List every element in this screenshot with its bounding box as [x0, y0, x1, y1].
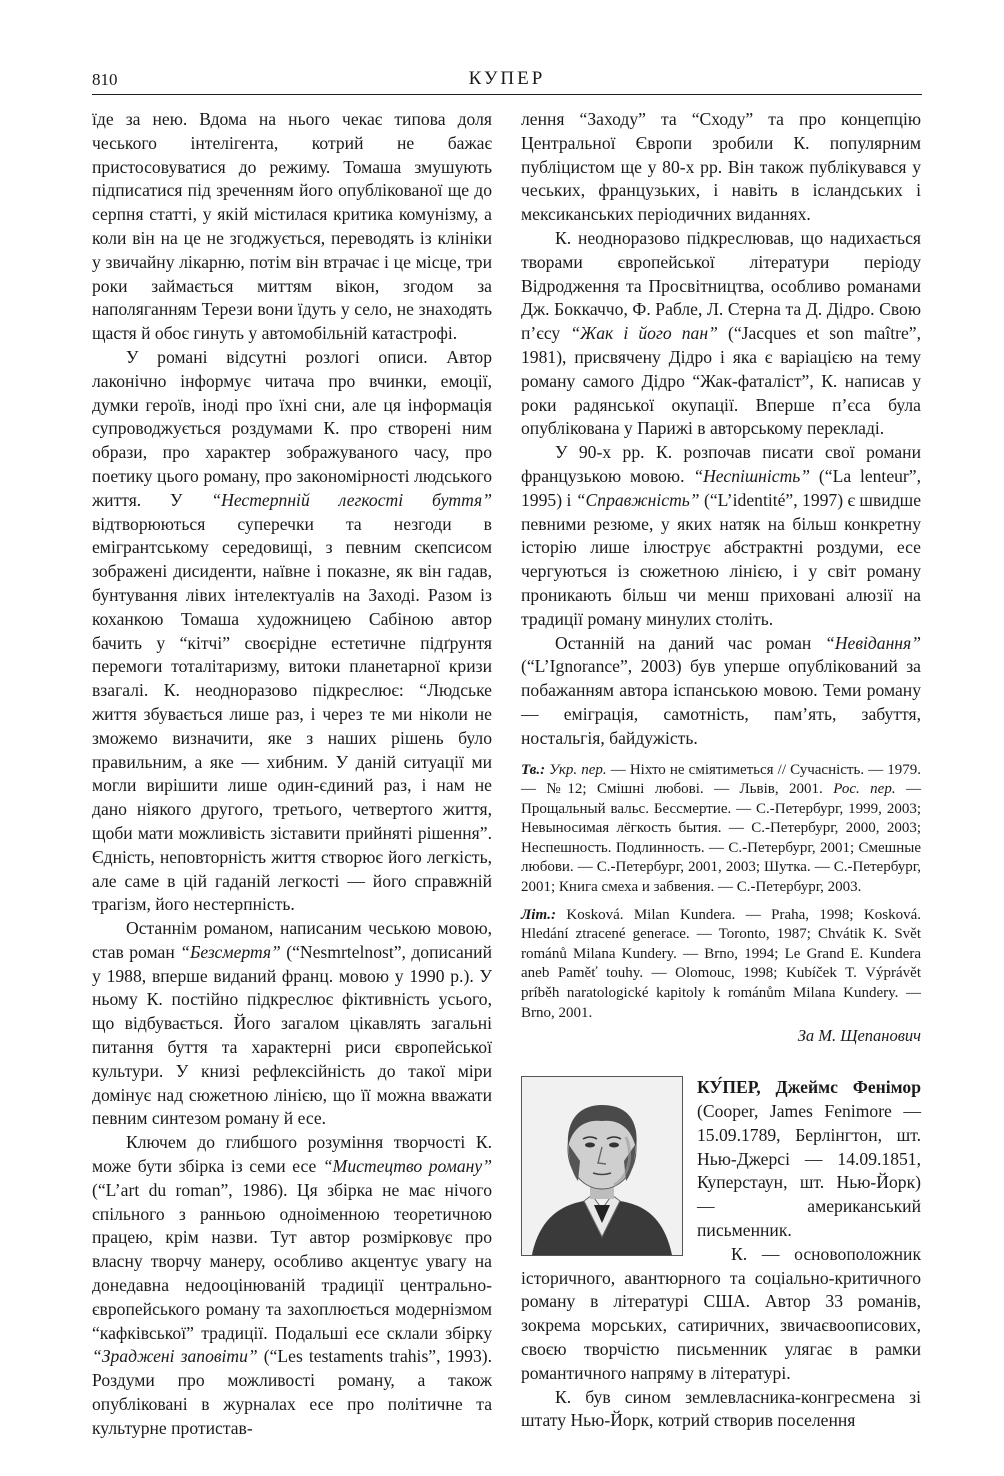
paragraph	[521, 227, 921, 441]
cooper-entry	[521, 1076, 921, 1433]
right-column	[521, 108, 921, 1433]
paragraph: К. був сином землевласника-конгресмена зі штату Нью-Йорк, котрий створив поселення	[521, 1386, 921, 1431]
works-list	[521, 761, 921, 898]
text-run: (“L’art du roman”, 1986). Ця збірка не має нічого спільного з ранньою одноіменною теоретичною працею, крім назви. Тут автор розмірковує про власну творчу манеру, особливо акцентує увагу на донедавна недооцінюваній традиції центрально-європейського роману та захоплюється модернізмом “кафківської” традиції. Подальші есе склали збірку	[92, 1179, 492, 1343]
entry-headword: КУ́ПЕР, Джеймс Фенімор	[697, 1077, 921, 1098]
text-run: У 90-х рр. К. розпочав писати свої романи французькою мовою.	[521, 442, 921, 486]
paragraph: К. — основоположник історичного, авантюрного та соціально-критичного роману в літературі США. Автор 33 романів, зокрема морських, сатиричних, звичаєвоописових, своєю творчістю письменник улягає в рамки романтичного напряму в літературі.	[521, 1243, 921, 1383]
work-title: “Жак і його пан”	[570, 323, 718, 344]
page-number: 810	[92, 70, 118, 89]
text-run: відтворюються суперечки та незгоди в емігрантському середовищі, з певним скепсисом зображені дисиденти, наївне і показне, як він гадав, бунтування лівих інтелектуалів на Заході. Разом із коханкою Томаша художницею Сабіною автор бачить у “кітчі” своєрідне естетичне підґрунтя перемоги тоталітаризму, витоки планетарної кризи взагалі. К. неодноразово підкреслює: “Людське життя збувається лише раз, і через те ми ніколи не зможемо визначити, яке з наших рішень було правильним, а яке — хибним. У даній ситуації ми могли вирішити лише один-єдиний раз, і нам не дано ніякого другого, третього, четвертого життя, щоби мати можливість зіставити прийняті рішення”. Єдність, неповторність життя створює його легкість, але саме в цій гаданій легкості — його справжній трагізм, його нестерпність.	[92, 513, 492, 915]
text-run: (“Les testaments trahis”, 1993). Роздуми про можливості роману, а також опубліковані в журналах есе про політичне та культурне протистав-	[92, 1346, 493, 1438]
work-title: “Неспішність”	[693, 465, 811, 486]
text-run: (Cooper, James Fenimore — 15.09.1789, Берлінгтон, шт. Нью-Джерсі — 14.09.1851, Куперстаун, шт. Нью-Йорк) — американський письменник.	[697, 1101, 921, 1241]
text-run: (“L’Ignorance”, 2003) був уперше опублікований за побажанням автора іспанською мовою. Теми роману — еміграція, самотність, пам’ять, забуття, ностальгія, байдужість.	[521, 656, 921, 748]
author-signature: За М. Щепанович	[797, 1026, 921, 1046]
left-column	[92, 108, 492, 1441]
text-run: (“L’identité”, 1997) є швидше певними резюме, у яких натяк на більш конкретну історію лише ілюструє абстрактні роздуми, есе чергуються із сюжетною лінією, і у світ роману проникають більш чи менш приховані алюзії на традиції роману минулих століть.	[521, 489, 922, 629]
portrait-image	[521, 1076, 683, 1256]
text-run: У романі відсутні розлогі описи. Автор лаконічно інформує читача про вчинки, емоції, думки героїв, іноді про їхні сни, але ця інформація супроводжується роздумами К. про створені ним образи, про характер зображуваного часу, про поетику цього роману, про закономірності людського життя. У	[92, 346, 492, 510]
literature-label: Літ.:	[521, 906, 557, 923]
text-run: (“Nesmrtelnost”, дописаний у 1988, вперше виданий франц. мовою у 1990 р.). У ньому К. постійно підкреслює фіктивність усього, що відбувається. Його загалом цікавлять загальні питання буття та характерні риси європейської культури. У книзі рефлексійність до такої міри домінує над сюжетною лінією, що її можна вважати певним синтезом роману й есе.	[92, 941, 493, 1129]
paragraph: лення “Заходу” та “Сходу” та про концепцію Центральної Європи зробили К. популярним публіцистом ще у 80-х рр. Він також публікувався у чеських, французьких, і навіть в ісландських і мексиканських періодичних виданнях.	[521, 109, 921, 225]
rus-translation-label: Рос. пер.	[833, 781, 896, 798]
text-run: Останнім романом, написаним чеською мовою, став роман	[92, 918, 492, 962]
running-title: КУПЕР	[468, 68, 546, 89]
work-title: “Справжність”	[575, 489, 700, 510]
work-title: “Зраджені заповіти”	[92, 1346, 258, 1367]
paragraph	[92, 1131, 492, 1440]
text-run: — Ніхто не сміятиметься // Сучасність. — 1979. — №12; Смішні любові. — Львів, 2001.	[521, 761, 921, 798]
page-header	[92, 66, 922, 96]
works-label: Тв.:	[521, 761, 546, 778]
work-title: “Мистецтво роману”	[322, 1156, 492, 1177]
text-run: Ключем до глибшого розуміння творчості К. може бути збірка із семи есе	[92, 1132, 492, 1177]
work-title: “Нестерпній легкості буття”	[211, 489, 492, 510]
text-run: — Прощальный вальс. Бессмертие. — С.-Петербург, 1999, 2003; Невыносимая лёгкость бытия. — С.-Петербург, 2000, 2003; Неспешность. Подлинность. — С.-Петербург, 2001; Смешные любови. — С.-Петербург, 2001, 2003; Шутка. — С.-Петербург, 2001; Книга смеха и забвения. — С.-Петербург, 2003.	[521, 781, 922, 896]
work-title: “Невідання”	[825, 632, 921, 653]
paragraph	[521, 632, 921, 751]
text-run: К. неодноразово підкреслював, що надихається творами європейської літератури періоду Відродження та Просвітництва, особливо романами Дж. Боккаччо, Ф. Рабле, Л. Стерна та Д. Дідро. Свою п’єсу	[521, 227, 921, 344]
portrait-engraving	[522, 1077, 682, 1255]
text-run: Останній на даний час роман	[555, 632, 826, 653]
paragraph	[521, 441, 921, 631]
header-rule	[92, 94, 922, 95]
text-run: (“Jacques et son maître”, 1981), присвячену Дідро і яка є варіацією на тему роману самого Дідро “Жак-фаталіст”, К. написав у роки радянської окупації. Вперше п’єса була опублікована у Парижі в авторському перекладі.	[521, 323, 921, 439]
text-run: (“La lenteur”, 1995) і	[521, 465, 921, 510]
text-run: Kosková. Milan Kundera. — Praha, 1998; Kosková. Hledání ztracené generace. — Toronto, 1987; Chvátik K. Svět románů Milana Kundery. — Brno, 1994; Le Grand E. Kundera aneb Paměť touhy. — Olomouc, 1998; Kubíček T. Výprávět príběh naratologické kapitoly k románům Milana Kundery. — Brno, 2001.	[521, 906, 921, 1021]
ukr-translation-label: Укр. пер.	[549, 761, 607, 778]
work-title: “Безсмертя”	[180, 941, 281, 962]
paragraph	[92, 346, 492, 917]
paragraph	[92, 917, 492, 1131]
literature-list	[521, 906, 921, 1024]
paragraph: їде за нею. Вдома на нього чекає типова доля чеського інтелігента, котрий не бажає пристосовуватися до режиму. Томаша змушують підписатися під зреченням його опублікованої ще до серпня статті, у якій містилася критика комунізму, а коли він на це не згоджується, переводять із клініки у звичайну лікарню, потім він втрачає і це місце, три роки займається миттям вікон, згодом за наполяганням Терези вони їдуть у село, не знаходять щастя й обоє гинуть у автомобільній катастрофі.	[92, 109, 492, 344]
